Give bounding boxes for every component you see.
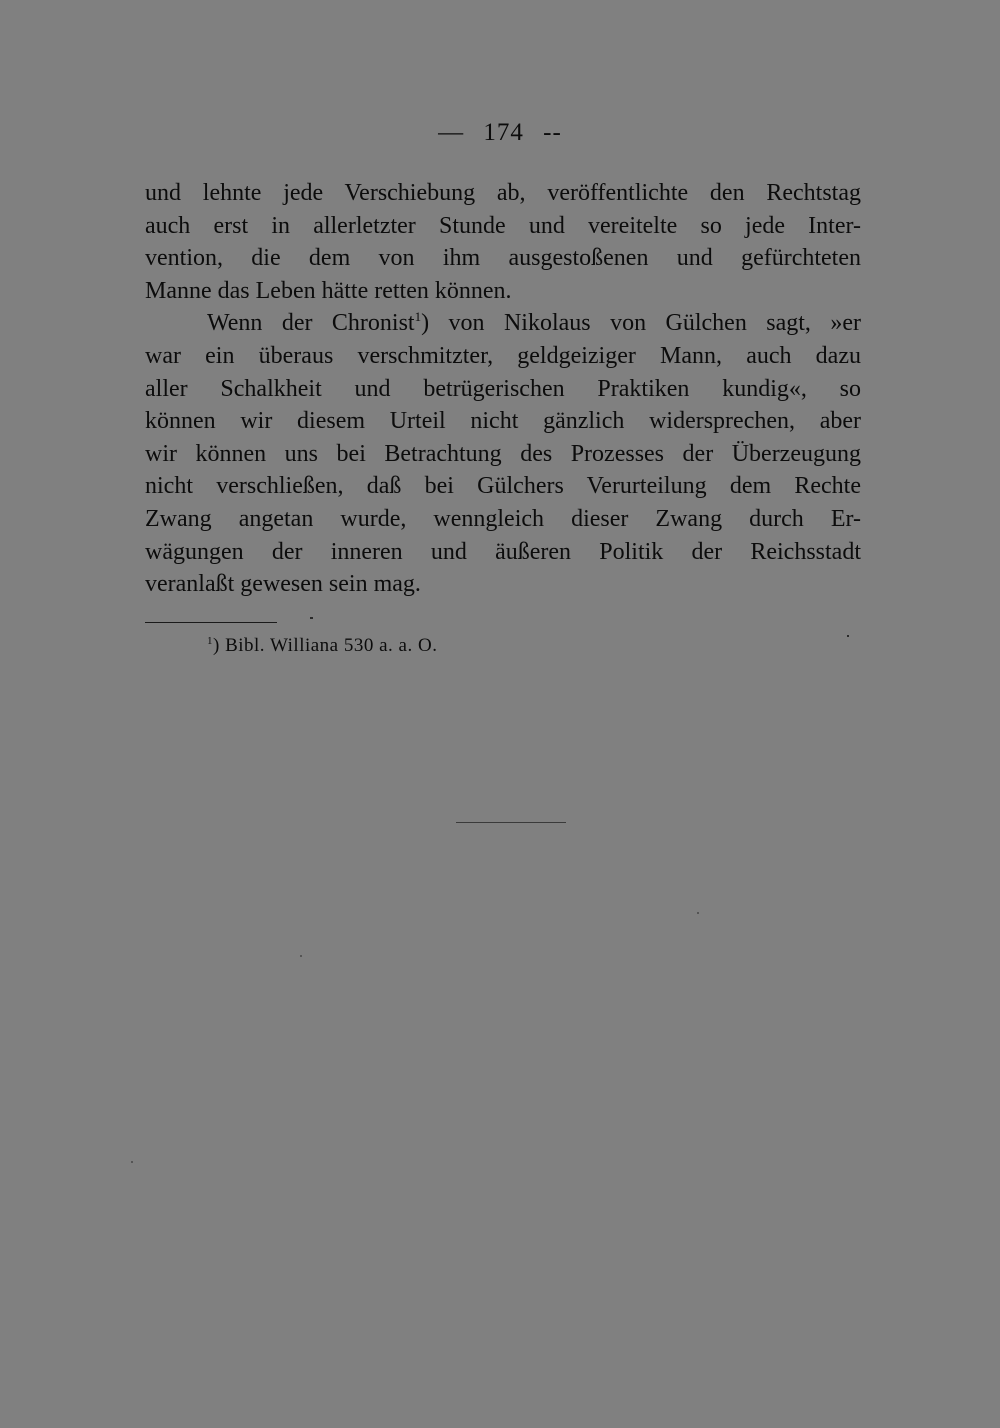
- text-line-1: und lehnte jede Verschiebung ab, veröffentlichte den Rechtstag: [145, 180, 861, 206]
- scan-speck: [300, 955, 302, 957]
- footnote-reference: 1: [414, 309, 422, 325]
- scan-speck: [310, 617, 313, 619]
- footnote: [207, 632, 437, 660]
- text-line-4: Manne das Leben hätte retten können.: [145, 277, 512, 304]
- footnote-separator: [145, 622, 277, 623]
- text-line-5-start: Wenn der Chronist: [207, 310, 415, 337]
- text-line-13: veranlaßt gewesen sein mag.: [145, 571, 421, 598]
- footnote-text: ) Bibl. Williana 530 a. a. O.: [213, 635, 438, 656]
- text-line-5-end: ) von Nikolaus von Gülchen sagt, »er: [421, 310, 862, 337]
- scan-speck: [456, 822, 566, 823]
- text-line-2: auch erst in allerletzter Stunde und vereitelte so jede Inter-: [145, 212, 861, 239]
- text-line-10: nicht verschließen, daß bei Gülchers Verurteilung dem Rechte: [145, 473, 861, 500]
- scan-speck: [847, 635, 849, 637]
- text-line-7: aller Schalkheit und betrügerischen Praktiken kundig«, so: [145, 375, 861, 402]
- text-line-3: vention, die dem von ihm ausgestoßenen und gefürchteten: [145, 245, 861, 272]
- page-number: [0, 117, 1000, 149]
- page-number-dash-left: —: [438, 119, 465, 146]
- footnote-mark: 1: [207, 635, 213, 647]
- text-line-9: wir können uns bei Betrachtung des Prozesses der Überzeugung: [145, 440, 861, 467]
- page-number-value: 174: [483, 119, 524, 146]
- text-line-11: Zwang angetan wurde, wenngleich dieser Zwang durch Er-: [145, 505, 861, 532]
- body-text: [145, 177, 861, 601]
- page-number-dash-right: --: [543, 119, 562, 146]
- scan-speck: [131, 1161, 133, 1163]
- text-line-12: wägungen der inneren und äußeren Politik der Reichsstadt: [145, 538, 861, 565]
- scan-speck: [697, 912, 699, 914]
- text-line-6: war ein überaus verschmitzter, geldgeiziger Mann, auch dazu: [145, 342, 861, 369]
- text-line-8: können wir diesem Urteil nicht gänzlich widersprechen, aber: [145, 408, 861, 435]
- text-line-5: [145, 307, 861, 340]
